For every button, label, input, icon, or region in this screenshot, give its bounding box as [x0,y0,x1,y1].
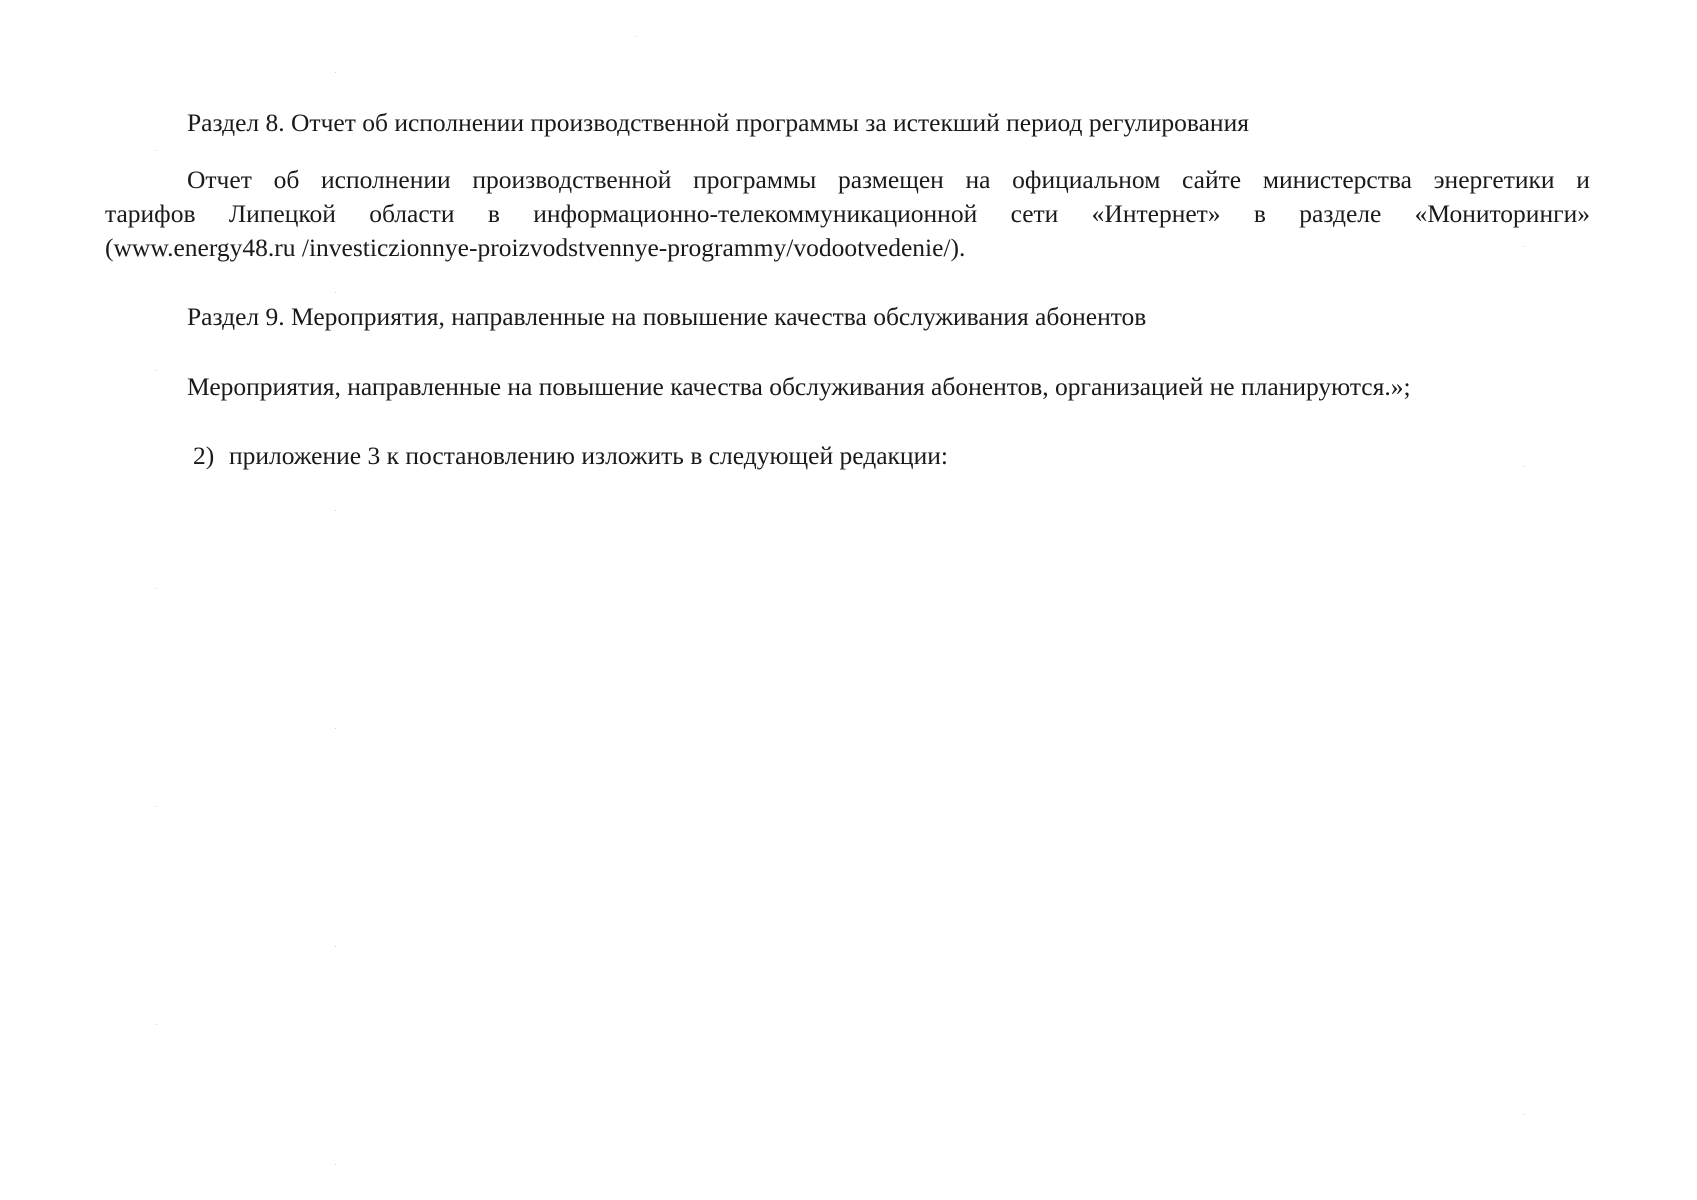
word: в [487,199,500,228]
word: и [1576,165,1590,194]
list-item-2 [193,439,948,472]
word: об [273,165,300,194]
word: официальном [1012,165,1161,194]
list-item-text: приложение 3 к постановлению изложить в следующей редакции: [229,441,948,470]
scan-speck [335,72,336,73]
word: «Мониторинги» [1414,199,1590,228]
scan-speck [156,588,157,589]
word: информационно-телекоммуникационной [533,199,978,228]
word: области [369,199,455,228]
word: тарифов [105,199,196,228]
word: сайте [1182,165,1242,194]
word: Отчет [187,165,252,194]
scan-speck [335,1164,336,1165]
scan-speck [156,150,157,151]
word: исполнении [321,165,451,194]
word: Липецкой [228,199,336,228]
scan-speck [1524,1114,1525,1115]
scan-speck [1524,466,1525,467]
word: разделе [1299,199,1382,228]
section-8-paragraph-line-2 [105,197,1590,230]
word: в [1253,199,1266,228]
scan-speck [1524,246,1525,247]
section-8-paragraph-line-3: (www.energy48.ru /investiczionnye-proizvodstvennye-programmy/vodootvedenie/). [105,233,966,262]
section-8-heading: Раздел 8. Отчет об исполнении производственной программы за истекший период регулирования [187,108,1249,137]
scan-speck [335,510,336,511]
word: энергетики [1433,165,1555,194]
scan-speck [335,292,336,293]
word: министерства [1262,165,1412,194]
word: сети [1010,199,1059,228]
scan-speck [335,946,336,947]
section-9-paragraph: Мероприятия, направленные на повышение качества обслуживания абонентов, организацией не планируются.»; [187,372,1411,401]
list-item-number: 2) [193,441,215,470]
scan-speck [636,36,637,37]
scan-speck [335,728,336,729]
section-9-heading: Раздел 9. Мероприятия, направленные на повышение качества обслуживания абонентов [187,302,1147,331]
word: размещен [837,165,944,194]
word: на [965,165,991,194]
scan-speck [156,370,157,371]
word: программы [693,165,817,194]
word: «Интернет» [1091,199,1221,228]
section-8-paragraph-line-1 [187,163,1590,196]
word: производственной [472,165,672,194]
scan-speck [156,1024,157,1025]
scan-speck [156,806,157,807]
